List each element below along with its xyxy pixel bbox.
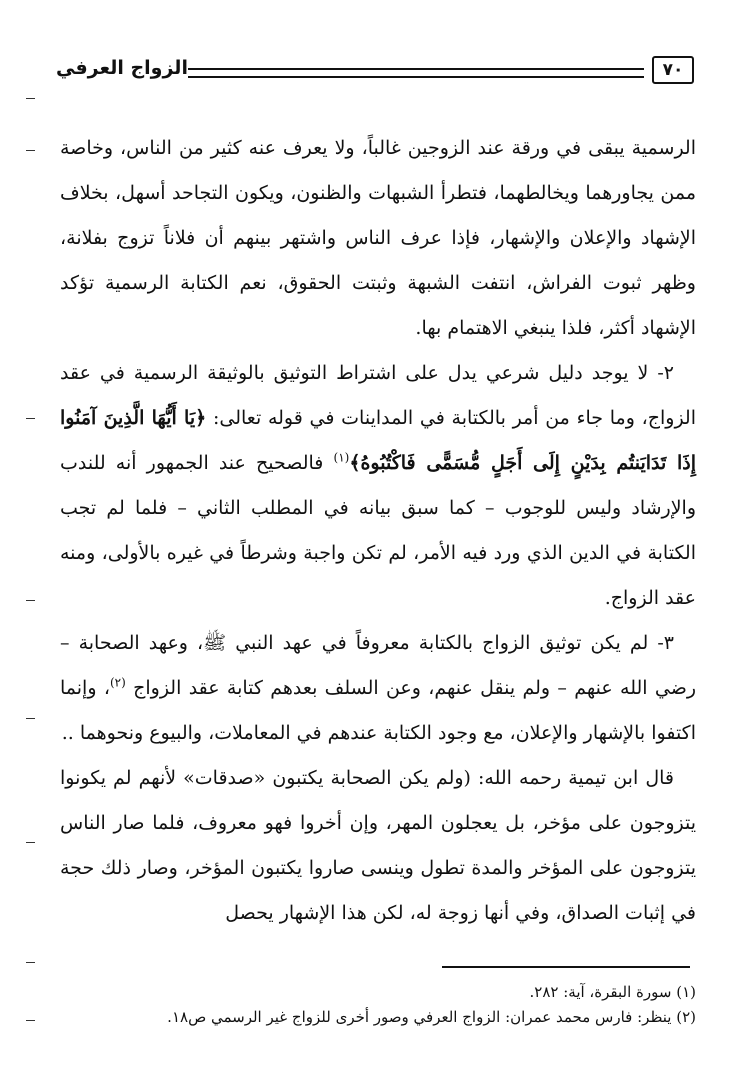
page-header — [50, 50, 702, 90]
paragraph-2-intro: ٢- لا يوجد دليل شرعي يدل على اشتراط التوثيق بالوثيقة الرسمية في عقد الزواج، وما جاء من أمر بالكتابة في المداينات في قوله تعالى: — [60, 362, 696, 429]
paragraph-3-b: ، وإنما اكتفوا بالإشهار والإعلان، مع وجود الكتابة عندهم في المعاملات، والبيوع ونحوهما .. — [60, 677, 696, 744]
running-title: الزواج العرفي — [50, 54, 188, 82]
page-number: ٧٠ — [652, 56, 694, 84]
paragraph-3-a: ٣- لم يكن توثيق الزواج بالكتابة معروفاً في عهد النبي ﷺ، وعهد الصحابة – رضي الله عنهم – ولم ينقل عنهم، وعن السلف بعدهم كتابة عقد الزواج — [60, 632, 697, 699]
footnote-separator — [442, 966, 690, 968]
margin-mark — [26, 962, 35, 963]
footnote-2: (٢) ينظر: فارس محمد عمران: الزواج العرفي وصور أخرى للزواج غير الرسمي ص١٨. — [167, 1008, 696, 1026]
footnote-ref-1: (١) — [333, 450, 350, 465]
margin-mark — [26, 842, 35, 843]
margin-mark — [26, 98, 35, 99]
footnotes — [60, 980, 696, 1030]
paragraph-4: قال ابن تيمية رحمه الله: (ولم يكن الصحابة يكتبون «صدقات» لأنهم لم يكونوا يتزوجون على مؤخر، بل يعجلون المهر، وإن أخروا فهو معروف، فلما صار الناس يتزوجون على المؤخر والمدة تطول وينسى صاروا يكتبون المؤخر، وصار ذلك حجة في إثبات الصداق، وفي أنها زوجة له، لكن هذا الإشهار يحصل — [60, 767, 696, 924]
main-text — [60, 126, 696, 936]
margin-mark — [26, 600, 35, 601]
paragraph-1: الرسمية يبقى في ورقة عند الزوجين غالباً، ولا يعرف عنه كثير من الناس، وخاصة ممن يجاورهما ويخالطهما، فتطرأ الشبهات والظنون، ويكون التجاحد أسهل، بخلاف الإشهاد والإعلان والإشهار، فإذا عرف الناس واشتهر بينهم أن فلاناً تزوج بفلانة، وظهر ثبوت الفراش، انتفت الشبهة وثبتت الحقوق، نعم الكتابة الرسمية تؤكد الإشهاد أكثر، فلذا ينبغي الاهتمام بها. — [60, 137, 696, 339]
margin-mark — [26, 718, 35, 719]
footnote-1: (١) سورة البقرة، آية: ٢٨٢. — [529, 983, 696, 1001]
margin-mark — [26, 1020, 35, 1021]
footnote-ref-2: (٢) — [109, 675, 126, 690]
margin-mark — [26, 418, 35, 419]
header-rule — [170, 68, 644, 78]
margin-mark — [26, 150, 35, 151]
paragraph-2-rest: فالصحيح عند الجمهور أنه للندب والإرشاد وليس للوجوب – كما سبق بيانه في المطلب الثاني – فلما لم تجب الكتابة في الدين الذي ورد فيه الأمر، لم تكن واجبة وشرطاً في غيره بالأولى، ومنه عقد الزواج. — [60, 452, 696, 609]
paragraph-3 — [60, 621, 696, 756]
paragraph-2 — [60, 351, 696, 621]
quran-verse: ﴿يَا أَيُّهَا الَّذِينَ آمَنُوا إِذَا تَدَايَنتُم بِدَيْنٍ إِلَى أَجَلٍ مُّسَمًّى فَاكْتُبُوهُ﴾ — [60, 407, 696, 474]
